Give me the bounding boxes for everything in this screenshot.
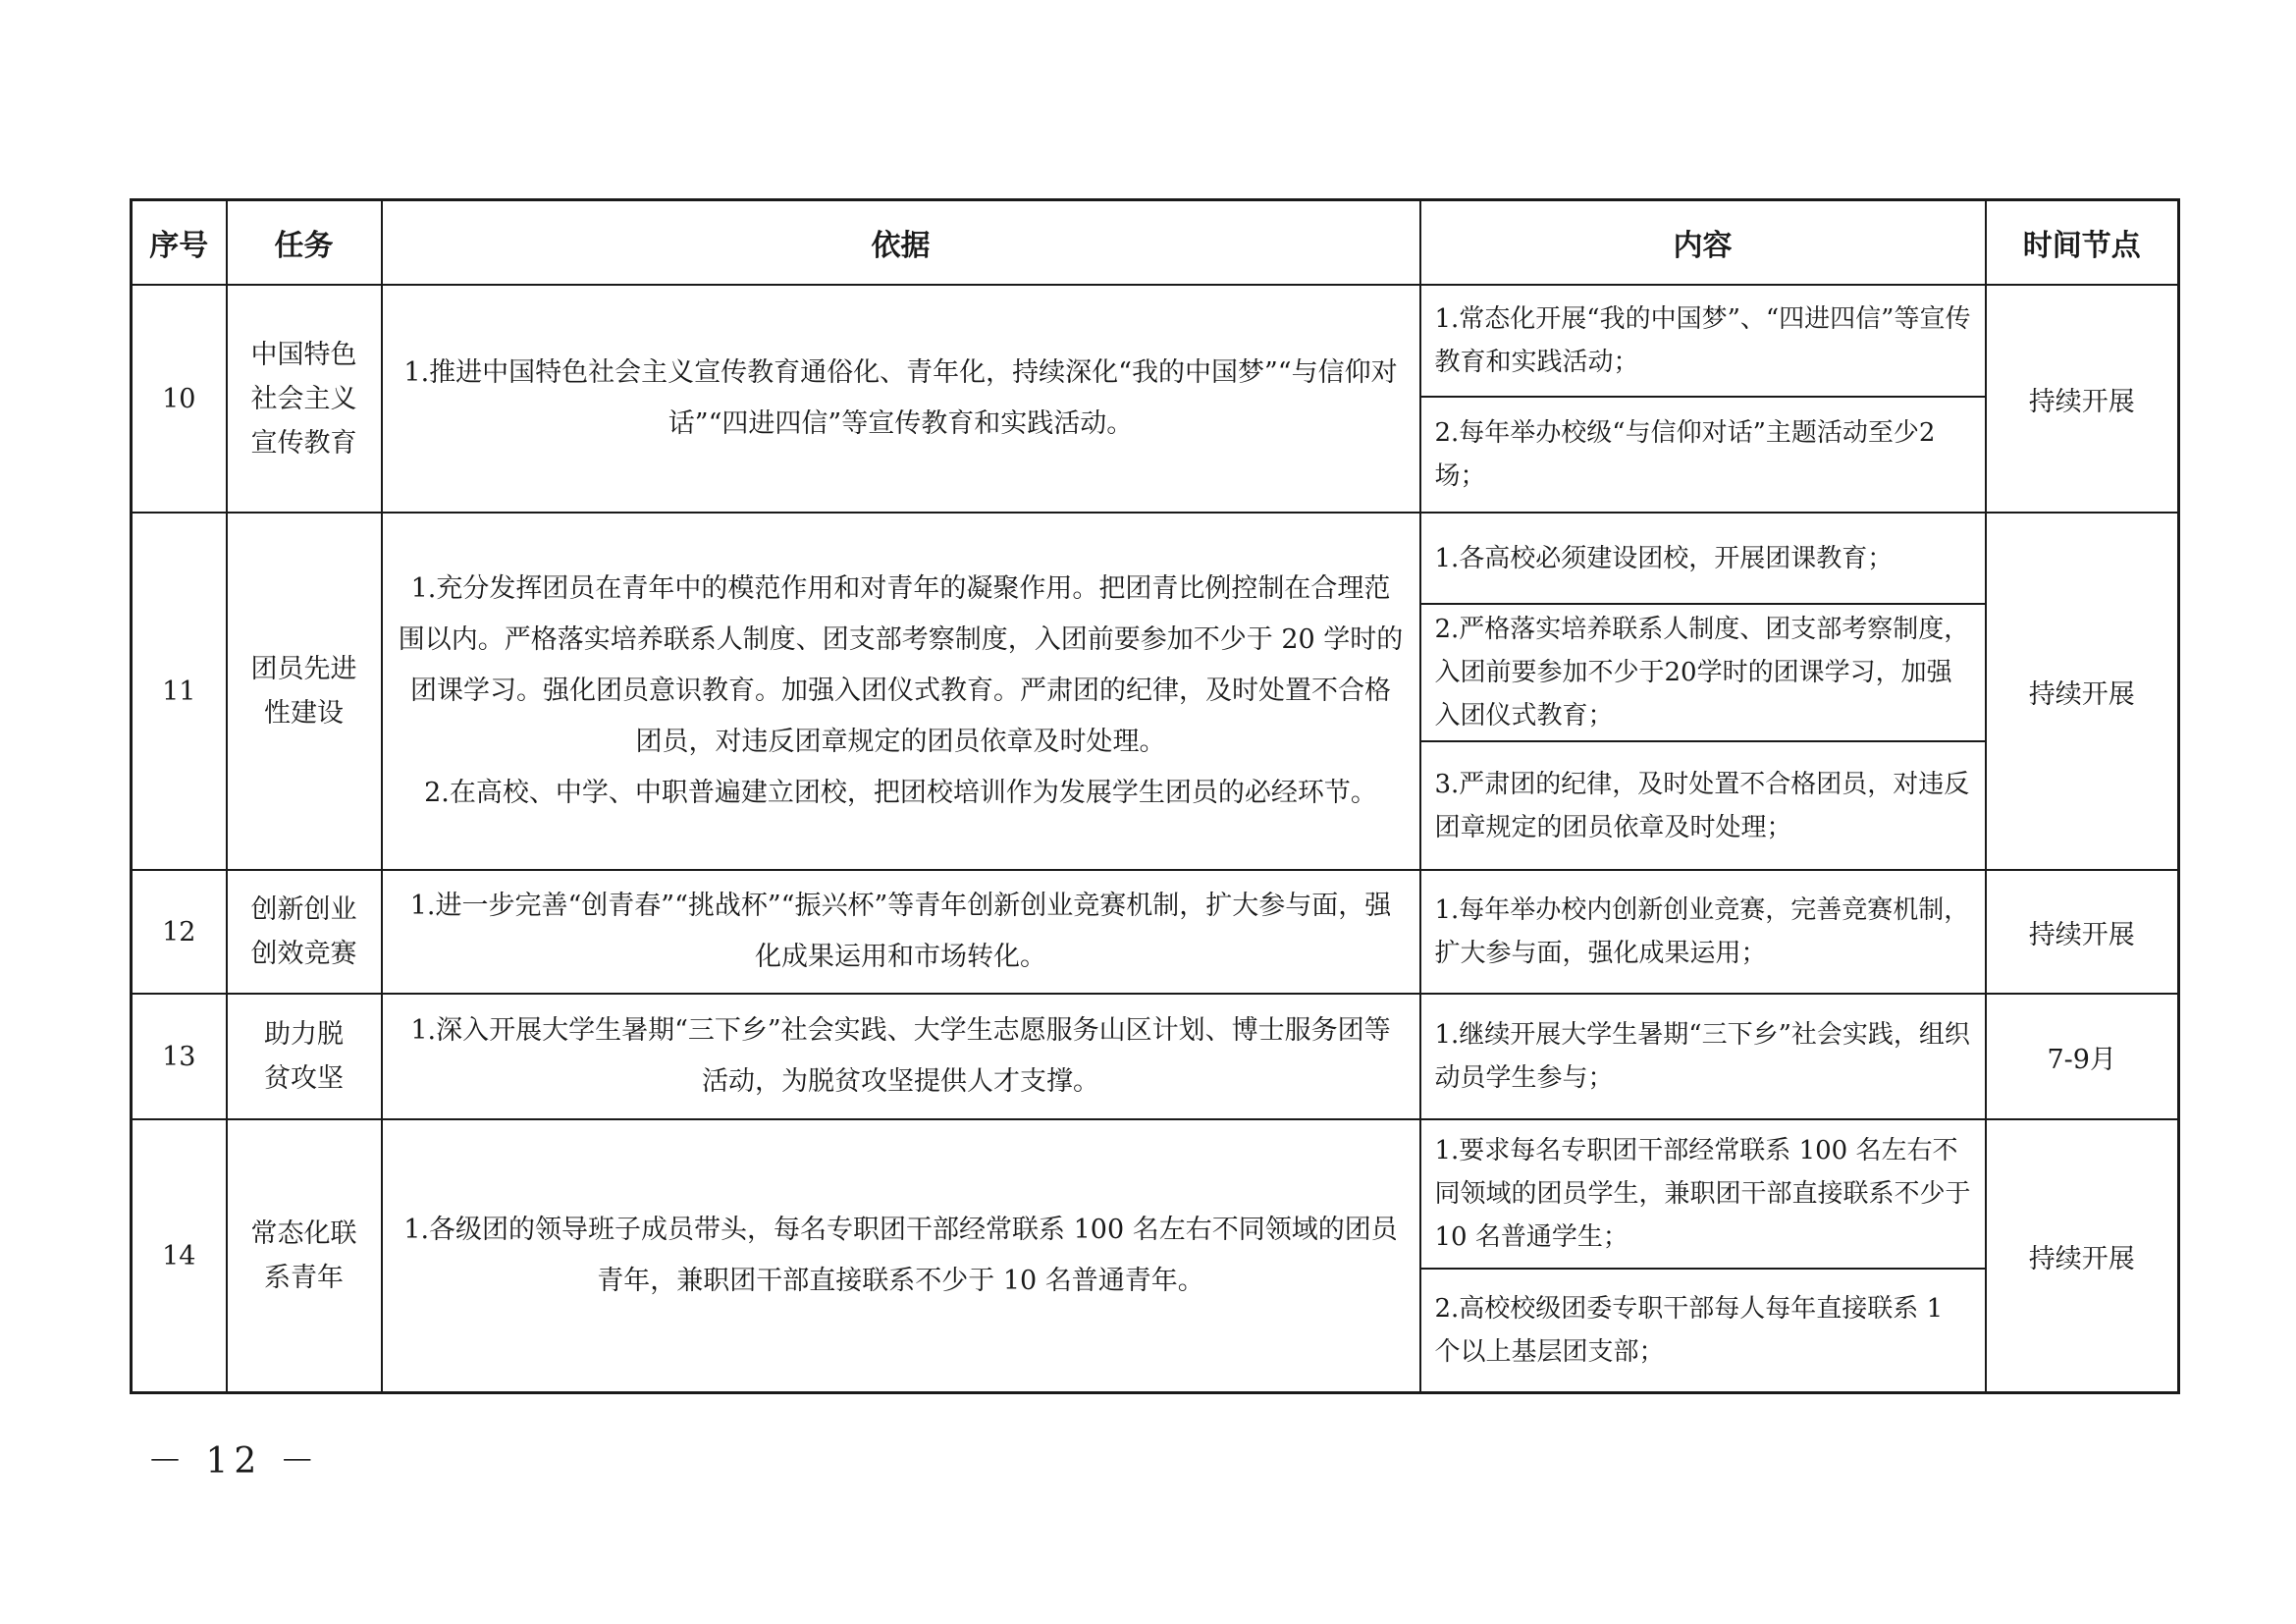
row-task: 助力脱贫攻坚 [227, 994, 382, 1119]
row-task: 常态化联系青年 [227, 1119, 382, 1393]
row-basis: 1.各级团的领导班子成员带头，每名专职团干部经常联系 100 名左右不同领域的团员青年，兼职团干部直接联系不少于 10 名普通青年。 [382, 1119, 1420, 1393]
row-seq: 13 [132, 994, 227, 1119]
content-item: 2.每年举办校级“与信仰对话”主题活动至少2场； [1421, 397, 1985, 512]
row-seq: 14 [132, 1119, 227, 1393]
basis-paragraph: 2.在高校、中学、中职普遍建立团校，把团校培训作为发展学生团员的必经环节。 [424, 778, 1377, 808]
row-basis [382, 513, 1420, 870]
content-item: 1.每年举办校内创新创业竞赛，完善竞赛机制，扩大参与面，强化成果运用； [1434, 895, 1970, 968]
row-time: 持续开展 [1986, 285, 2179, 513]
row-contents [1420, 870, 1986, 994]
content-item: 1.各高校必须建设团校，开展团课教育； [1434, 543, 1894, 573]
basis-paragraph: 1.充分发挥团员在青年中的模范作用和对青年的凝聚作用。把团青比例控制在合理范围以内。严格落实培养联系人制度、团支部考察制度，入团前要参加不少于 20 学时的团课学习。强化团员意识教育。加强入团仪式教育。严肃团的纪律，及时处置不合格团员，对违反团章规定的团员依章及时处理。 [398, 573, 1404, 757]
table-header [132, 200, 2179, 286]
row-task: 团员先进性建设 [227, 513, 382, 870]
content-item: 2.高校校级团委专职干部每人每年直接联系 1 个以上基层团支部； [1421, 1269, 1985, 1391]
table-row [132, 513, 2179, 870]
row-seq: 11 [132, 513, 227, 870]
content-item: 1.继续开展大学生暑期“三下乡”社会实践，组织动员学生参与； [1434, 1020, 1970, 1093]
row-seq: 12 [132, 870, 227, 994]
row-time: 持续开展 [1986, 513, 2179, 870]
table-row [132, 1119, 2179, 1393]
row-time: 持续开展 [1986, 1119, 2179, 1393]
row-basis: 1.深入开展大学生暑期“三下乡”社会实践、大学生志愿服务山区计划、博士服务团等活动，为脱贫攻坚提供人才支撑。 [382, 994, 1420, 1119]
content-item: 2.严格落实培养联系人制度、团支部考察制度，入团前要参加不少于20学时的团课学习，加强入团仪式教育； [1421, 604, 1985, 741]
table-row [132, 285, 2179, 513]
row-contents [1420, 1119, 1986, 1393]
content-item: 1.常态化开展“我的中国梦”、“四进四信”等宣传教育和实践活动； [1434, 304, 1971, 377]
header-time: 时间节点 [1986, 200, 2179, 286]
header-task: 任务 [227, 200, 382, 286]
row-basis: 1.进一步完善“创青春”“挑战杯”“振兴杯”等青年创新创业竞赛机制，扩大参与面，强化成果运用和市场转化。 [382, 870, 1420, 994]
header-seq: 序号 [132, 200, 227, 286]
task-table [130, 198, 2180, 1394]
header-basis: 依据 [382, 200, 1420, 286]
page-number: － 12 － [147, 1441, 321, 1482]
row-seq: 10 [132, 285, 227, 513]
table-row [132, 994, 2179, 1119]
row-time: 7-9月 [1986, 994, 2179, 1119]
row-time: 持续开展 [1986, 870, 2179, 994]
row-task: 创新创业创效竞赛 [227, 870, 382, 994]
row-basis: 1.推进中国特色社会主义宣传教育通俗化、青年化，持续深化“我的中国梦”“与信仰对话”“四进四信”等宣传教育和实践活动。 [382, 285, 1420, 513]
header-content: 内容 [1420, 200, 1986, 286]
row-contents [1420, 285, 1986, 513]
row-contents [1420, 994, 1986, 1119]
table-row [132, 870, 2179, 994]
row-contents [1420, 513, 1986, 870]
content-item: 3.严肃团的纪律，及时处置不合格团员，对违反团章规定的团员依章及时处理； [1421, 741, 1985, 869]
content-item: 1.要求每名专职团干部经常联系 100 名左右不同领域的团员学生，兼职团干部直接联系不少于 10 名普通学生； [1434, 1136, 1971, 1252]
row-task: 中国特色社会主义宣传教育 [227, 285, 382, 513]
